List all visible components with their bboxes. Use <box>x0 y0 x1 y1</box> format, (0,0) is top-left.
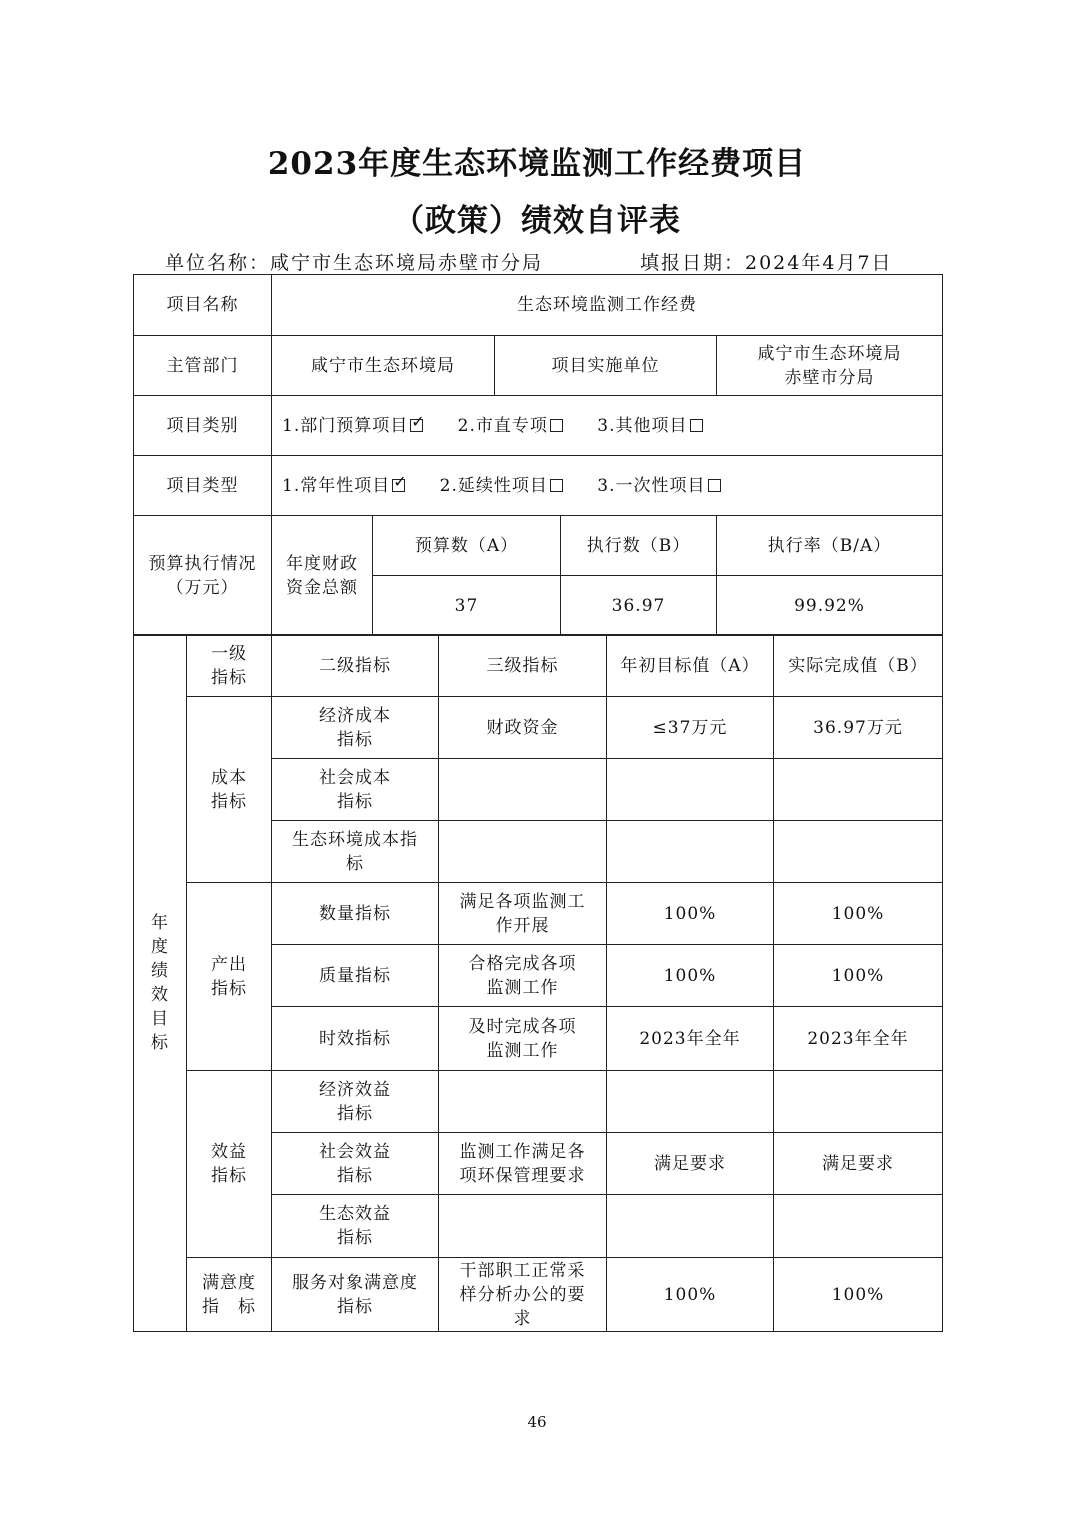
level2-indicator-line-2: 指标 <box>337 791 373 812</box>
level2-indicator <box>272 1195 439 1258</box>
type-label: 项目类型 <box>134 456 272 516</box>
level2-indicator-line-2: 指标 <box>337 1165 373 1186</box>
level3-indicator <box>439 1258 607 1332</box>
category-label: 项目类别 <box>134 396 272 456</box>
level2-indicator-line-2: 指标 <box>337 729 373 750</box>
actual-header: 实际完成值（B） <box>774 635 943 697</box>
level2-indicator <box>272 697 439 759</box>
budget-col-b: 执行数（B） <box>561 516 717 576</box>
category-checkbox-2[interactable] <box>550 419 563 432</box>
level3-indicator-line-1: 满足各项监测工 <box>459 891 586 912</box>
level2-indicator-line-1: 社会成本 <box>319 767 391 788</box>
level2-indicator-line-2: 指标 <box>337 1228 373 1248</box>
level3-indicator <box>439 1007 607 1071</box>
budget-label-line-2: （万元） <box>166 577 239 598</box>
indicator-row <box>134 1071 943 1133</box>
level3-indicator-line-1: 合格完成各项 <box>468 953 577 974</box>
level2-indicator <box>272 1133 439 1195</box>
category-checkbox-3[interactable] <box>690 419 703 432</box>
level3-header: 三级指标 <box>439 635 607 697</box>
level2-indicator-line-1: 生态效益 <box>319 1204 391 1224</box>
project-name-value: 生态环境监测工作经费 <box>272 275 943 336</box>
fill-date: 填报日期：2024年4月7日 <box>640 252 893 274</box>
level3-indicator-line-1: 干部职工正常采 <box>459 1260 586 1281</box>
level3-indicator-line-2: 监测工作 <box>486 1040 559 1061</box>
actual-value: 满足要求 <box>774 1133 943 1195</box>
level2-indicator-line-1: 社会效益 <box>319 1141 391 1162</box>
type-option-3: 3.一次性项目 <box>597 475 706 496</box>
budget-col-a: 预算数（A） <box>373 516 561 576</box>
actual-value: 100% <box>774 1258 943 1332</box>
actual-value: 2023年全年 <box>774 1007 943 1071</box>
annual-goal-label: 年 度 绩 效 目 标 <box>134 635 187 1332</box>
actual-value: 100% <box>774 883 943 945</box>
project-info-table <box>133 274 943 636</box>
type-option-2: 2.延续性项目 <box>439 475 548 496</box>
budget-total-label <box>272 516 373 636</box>
indicator-table <box>133 634 943 1332</box>
dept-value: 咸宁市生态环境局 <box>272 336 495 396</box>
level1-indicator-line-1: 成本 <box>211 767 247 788</box>
level1-indicator-line-2: 指 标 <box>202 1296 256 1317</box>
level3-indicator-line-2: 项环保管理要求 <box>459 1165 586 1186</box>
document-title-line-2: （政策）绩效自评表 <box>393 203 681 239</box>
target-value: 100% <box>607 1258 774 1332</box>
level1-header-line-1: 一级 <box>211 643 247 664</box>
level1-indicator <box>187 697 272 883</box>
level2-indicator-line-2: 指标 <box>337 1103 373 1124</box>
level2-indicator-line-2: 指标 <box>337 1296 373 1317</box>
target-value <box>607 1195 774 1258</box>
level3-indicator <box>439 759 607 821</box>
level3-indicator-line-1: 及时完成各项 <box>468 1016 577 1037</box>
level1-indicator <box>187 1071 272 1258</box>
level2-indicator-line-1: 生态环境成本指 <box>292 829 418 850</box>
indicator-row <box>134 1258 943 1332</box>
level1-indicator-line-2: 指标 <box>211 978 247 999</box>
level3-indicator-line-2: 监测工作 <box>486 977 559 998</box>
target-value: ≤37万元 <box>607 697 774 759</box>
level3-indicator-line-3: 求 <box>513 1308 532 1329</box>
level1-indicator <box>187 1258 272 1332</box>
actual-value <box>774 821 943 883</box>
category-checkbox-1[interactable] <box>410 419 423 432</box>
level3-indicator-line-1: 财政资金 <box>486 717 559 738</box>
actual-value: 36.97万元 <box>774 697 943 759</box>
category-options <box>272 396 943 456</box>
level2-indicator <box>272 759 439 821</box>
actual-value <box>774 759 943 821</box>
category-option-3: 3.其他项目 <box>597 415 688 436</box>
level3-indicator <box>439 945 607 1007</box>
impl-value-line-1: 咸宁市生态环境局 <box>757 343 902 364</box>
document-title-line-1: 2023年度生态环境监测工作经费项目 <box>267 146 807 182</box>
impl-value <box>717 336 943 396</box>
target-value: 100% <box>607 883 774 945</box>
target-header: 年初目标值（A） <box>607 635 774 697</box>
level2-indicator-line-1: 经济成本 <box>319 705 391 726</box>
target-value <box>607 759 774 821</box>
level3-indicator <box>439 1071 607 1133</box>
level2-indicator <box>272 1258 439 1332</box>
type-checkbox-3[interactable] <box>708 479 721 492</box>
level2-indicator <box>272 821 439 883</box>
level2-indicator-line-1: 时效指标 <box>319 1028 391 1049</box>
level2-indicator-line-1: 服务对象满意度 <box>292 1272 418 1293</box>
project-name-label: 项目名称 <box>134 275 272 336</box>
impl-value-line-2: 赤壁市分局 <box>784 367 875 388</box>
level3-indicator <box>439 883 607 945</box>
level1-indicator-line-1: 产出 <box>211 954 247 975</box>
actual-value <box>774 1195 943 1258</box>
budget-total-label-line-2: 资金总额 <box>286 577 358 598</box>
level2-header: 二级指标 <box>272 635 439 697</box>
target-value: 满足要求 <box>607 1133 774 1195</box>
level1-indicator-line-2: 指标 <box>211 791 247 812</box>
budget-value-a: 37 <box>373 576 561 636</box>
impl-label: 项目实施单位 <box>495 336 717 396</box>
level1-indicator-line-1: 效益 <box>211 1142 247 1162</box>
level2-indicator-line-1: 数量指标 <box>319 903 391 924</box>
level3-indicator-line-1: 监测工作满足各 <box>459 1141 586 1162</box>
category-option-2: 2.市直专项 <box>457 415 548 436</box>
type-options <box>272 456 943 516</box>
indicator-row <box>134 697 943 759</box>
level2-indicator <box>272 1071 439 1133</box>
level1-indicator-line-2: 指标 <box>211 1166 247 1186</box>
budget-label <box>134 516 272 636</box>
indicator-header-row <box>134 635 943 697</box>
budget-col-rate: 执行率（B/A） <box>717 516 943 576</box>
type-option-1: 1.常年性项目 <box>282 475 391 496</box>
category-option-1: 1.部门预算项目 <box>282 415 409 436</box>
level2-indicator <box>272 945 439 1007</box>
budget-total-label-line-1: 年度财政 <box>286 553 358 574</box>
level2-indicator-line-1: 经济效益 <box>319 1079 391 1100</box>
level3-indicator <box>439 1195 607 1258</box>
level2-indicator <box>272 1007 439 1071</box>
level2-indicator-line-1: 质量指标 <box>319 965 391 986</box>
level3-indicator-line-2: 样分析办公的要 <box>459 1284 586 1305</box>
target-value <box>607 1071 774 1133</box>
dept-label: 主管部门 <box>134 336 272 396</box>
level3-indicator <box>439 1133 607 1195</box>
level1-header <box>187 635 272 697</box>
indicator-row <box>134 883 943 945</box>
actual-value <box>774 1071 943 1133</box>
level3-indicator <box>439 697 607 759</box>
actual-value: 100% <box>774 945 943 1007</box>
level1-header-line-2: 指标 <box>211 667 247 688</box>
level1-indicator-line-1: 满意度 <box>202 1272 256 1293</box>
target-value <box>607 821 774 883</box>
level3-indicator-line-2: 作开展 <box>495 915 550 936</box>
level1-indicator <box>187 883 272 1071</box>
type-checkbox-1[interactable] <box>392 479 405 492</box>
budget-value-b: 36.97 <box>561 576 717 636</box>
target-value: 100% <box>607 945 774 1007</box>
level2-indicator-line-2: 标 <box>346 853 364 874</box>
level2-indicator <box>272 883 439 945</box>
type-checkbox-2[interactable] <box>550 479 563 492</box>
level3-indicator <box>439 821 607 883</box>
budget-value-rate: 99.92% <box>717 576 943 636</box>
unit-name: 单位名称：咸宁市生态环境局赤壁市分局 <box>165 252 544 274</box>
budget-label-line-1: 预算执行情况 <box>148 553 257 574</box>
target-value: 2023年全年 <box>607 1007 774 1071</box>
page-number: 46 <box>527 1413 547 1431</box>
